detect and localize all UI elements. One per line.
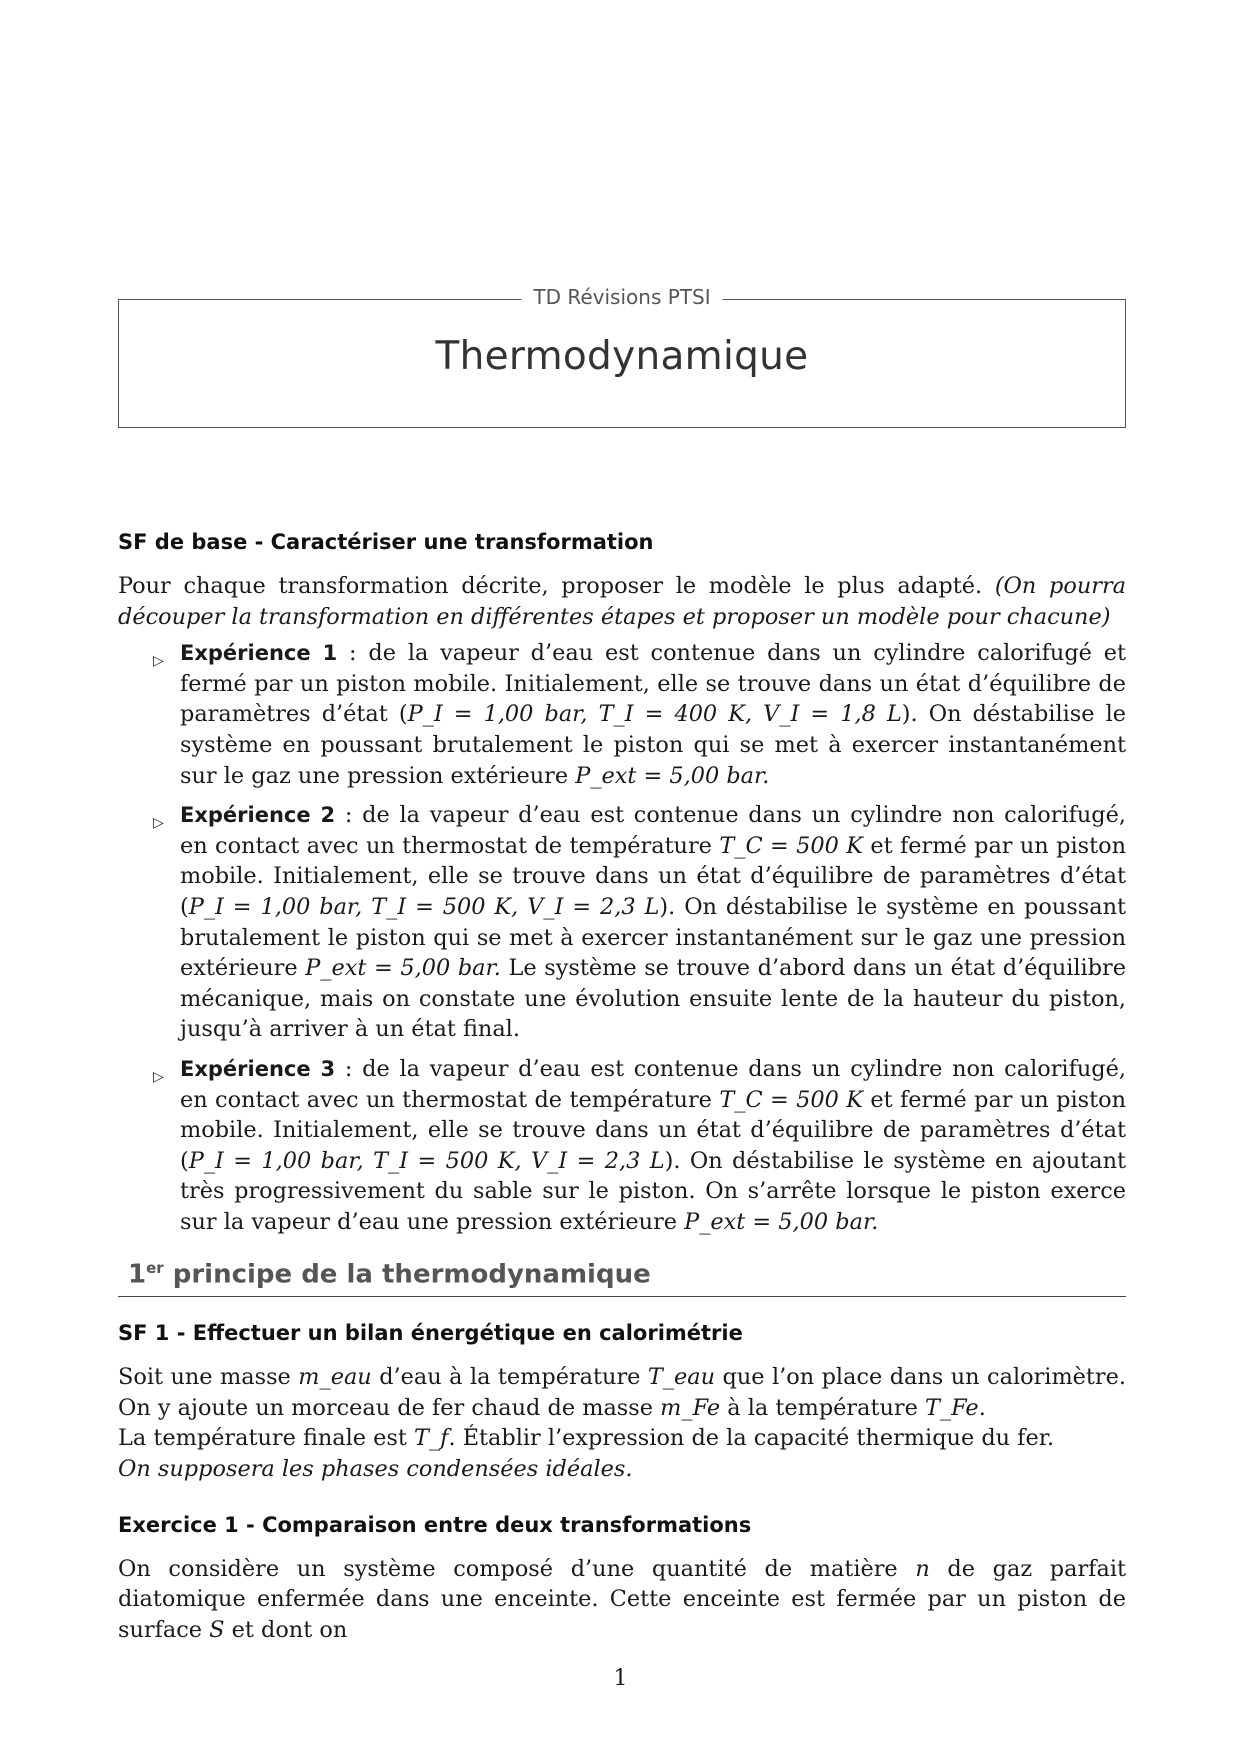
section-title-text: principe de la thermodynamique — [163, 1260, 651, 1291]
experience-text: ). On déstabilise le système en poussant brutalement le piston qui se met à exercer instantanément sur le gaz une pression extérieure — [180, 893, 1126, 982]
experience-label: Expérience 2 — [180, 803, 336, 828]
exercise1-body — [118, 1554, 1126, 1646]
t-eau: T_eau — [647, 1364, 716, 1391]
sf-base-heading: SF de base - Caractériser une transformation — [118, 530, 654, 554]
page-number: 1 — [613, 1666, 628, 1691]
experience-text: ). On déstabilise le système en poussant brutalement le piston qui se met à exercer instantanément sur le gaz une pression extérieure — [180, 701, 1127, 789]
ex1-text: de gaz parfait diatomique enfermée dans une enceinte. Cette enceinte est fermée par un piston de surface — [118, 1555, 1126, 1643]
intro-italic: (On pourra découper la transformation en différentes étapes et proposer un modèle pour chacune) — [118, 573, 1127, 630]
ex1-text: et dont on — [224, 1616, 348, 1643]
params: P_I = 1,00 bar, T_I = 500 K, V_I = 2,3 L — [188, 1147, 665, 1174]
triangle-bullet-icon: ▷ — [153, 653, 164, 670]
sf1-text: . — [978, 1394, 986, 1421]
list-item — [118, 1054, 1126, 1238]
sf-base-intro — [118, 571, 1126, 632]
list-item — [118, 800, 1126, 1045]
s-var: S — [209, 1616, 225, 1643]
params: P_I = 1,00 bar, T_I = 400 K, V_I = 1,8 L — [407, 701, 902, 728]
tc: T_C = 500 K — [719, 832, 863, 859]
sf1-heading: SF 1 - Effectuer un bilan énergétique en calorimétrie — [118, 1321, 743, 1346]
experience-label: Expérience 3 — [180, 1056, 336, 1081]
title-box — [118, 285, 1126, 428]
t-f: T_f — [414, 1425, 449, 1452]
sf1-note: On supposera les phases condensées idéales. — [118, 1455, 633, 1482]
sf1-text: à la température — [720, 1394, 925, 1421]
pext: P_ext = 5,00 bar. — [684, 1208, 879, 1235]
pext: P_ext = 5,00 bar. — [305, 955, 501, 982]
t-fe: T_Fe — [924, 1394, 979, 1421]
experience-text: : de la vapeur d’eau est contenue dans un cylindre non calorifugé, en contact avec un thermostat de température — [180, 802, 1126, 859]
sf1-body — [118, 1362, 1126, 1484]
sf1-text: que l’on place dans un calorimètre. On y ajoute un morceau de fer chaud de masse — [118, 1364, 1127, 1421]
ex1-text: On considère un système composé d’une quantité de matière — [118, 1555, 916, 1582]
section-number: 1 — [128, 1260, 147, 1291]
experience-text: : de la vapeur d’eau est contenue dans un cylindre calorifugé et fermé par un piston mobile. Initialement, elle se trouve dans un état d’équilibre de paramètres d’état ( — [180, 640, 1126, 728]
m-eau: m_eau — [298, 1364, 372, 1391]
list-item — [118, 638, 1126, 791]
pext: P_ext = 5,00 bar. — [575, 762, 770, 789]
experience-list — [118, 638, 1126, 1237]
n-var: n — [915, 1555, 930, 1582]
sf1-text: Soit une masse — [118, 1364, 299, 1391]
intro-text: Pour chaque transformation décrite, proposer le modèle le plus adapté. — [118, 573, 983, 599]
sf1-text: La température finale est — [118, 1425, 415, 1452]
document-title: Thermodynamique — [435, 334, 809, 379]
experience-label: Expérience 1 — [180, 641, 338, 666]
sf1-text: d’eau à la température — [371, 1364, 648, 1391]
experience-text: Le système se trouve d’abord dans un état d’équilibre mécanique, mais on constate une évolution ensuite lente de la hauteur du piston, jusqu’à arriver à un état final. — [180, 955, 1127, 1043]
section-title — [118, 1259, 1126, 1297]
triangle-bullet-icon: ▷ — [153, 815, 164, 832]
section-number-sup: er — [146, 1259, 164, 1278]
document-kicker: TD Révisions PTSI — [521, 285, 722, 309]
experience-text: et fermé par un piston mobile. Initialement, elle se trouve dans un état d’équilibre de paramètres d’état ( — [180, 1086, 1126, 1174]
m-fe: m_Fe — [660, 1394, 721, 1421]
experience-text: et fermé par un piston mobile. Initialement, elle se trouve dans un état d’équilibre de paramètres d’état ( — [180, 832, 1126, 920]
params: P_I = 1,00 bar, T_I = 500 K, V_I = 2,3 L — [188, 893, 660, 920]
page-content — [118, 530, 1126, 1645]
exercise1-heading: Exercice 1 - Comparaison entre deux transformations — [118, 1512, 752, 1537]
experience-text: : de la vapeur d’eau est contenue dans un cylindre non calorifugé, en contact avec un thermostat de température — [180, 1055, 1126, 1113]
experience-text: ). On déstabilise le système en ajoutant très progressivement du sable sur le piston. On s’arrête lorsque le piston exerce sur la vapeur d’eau une pression extérieure — [180, 1147, 1126, 1235]
sf1-text: . Établir l’expression de la capacité thermique du fer. — [448, 1425, 1055, 1452]
tc: T_C = 500 K — [719, 1086, 863, 1113]
triangle-bullet-icon: ▷ — [153, 1068, 164, 1085]
